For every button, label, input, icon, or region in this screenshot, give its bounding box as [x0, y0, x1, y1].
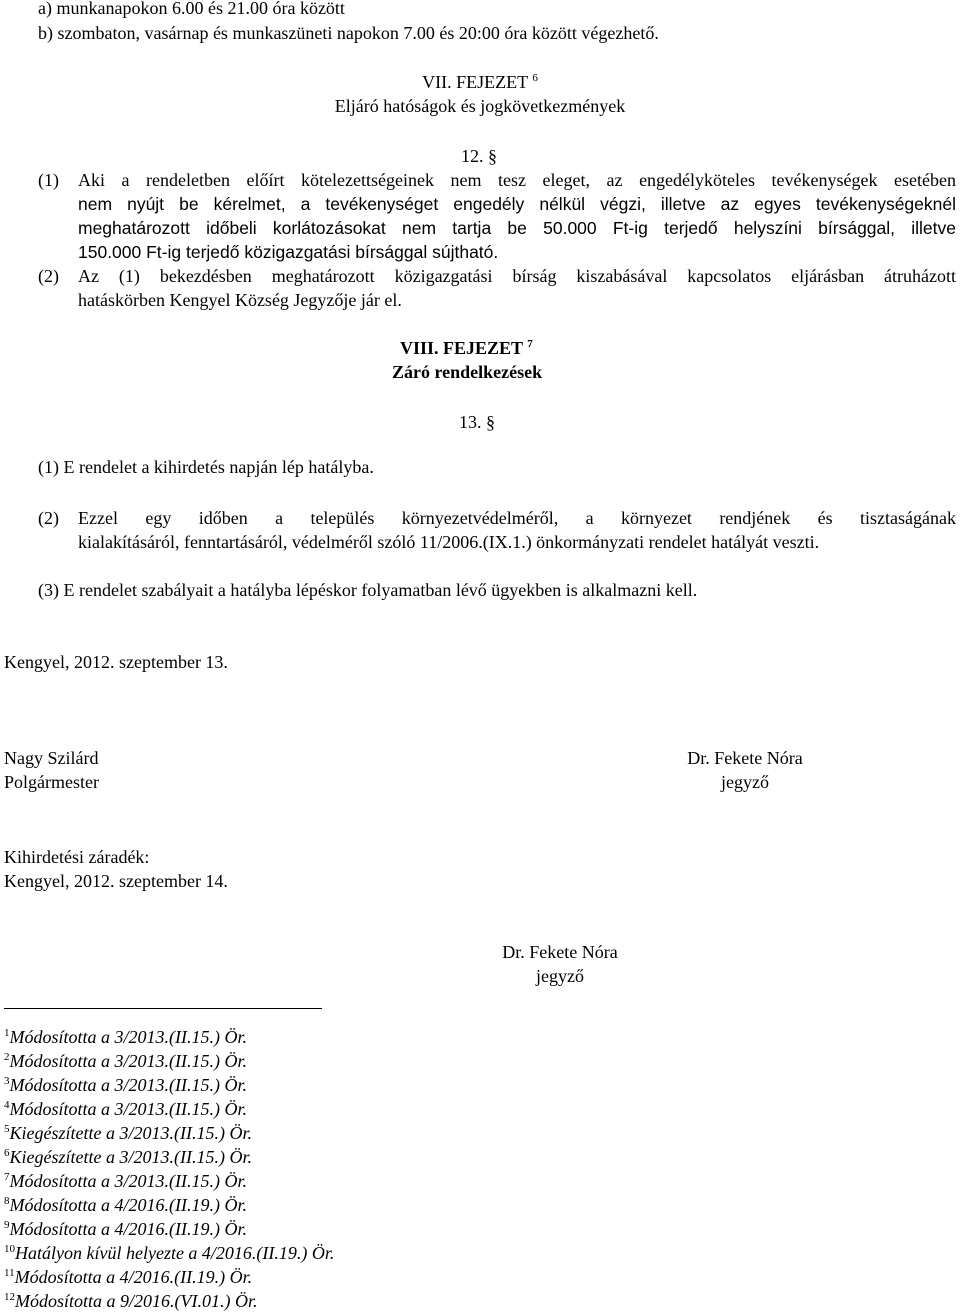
section-12-p2-line: hatáskörben Kengyel Község Jegyzője jár el. — [78, 290, 402, 310]
footnote: $^2$Módosította a 3/2013.(II.15.) Ör. — [4, 1051, 247, 1071]
footnote: $^{12}$Módosította a 9/2016.(VI.01.) Ör. — [4, 1291, 258, 1311]
footnote: $^3$Módosította a 3/2013.(II.15.) Ör. — [4, 1075, 247, 1095]
intro-line-a: a) munkanapokon 6.00 és 21.00 óra között — [38, 0, 345, 18]
footnote: $^7$Módosította a 3/2013.(II.15.) Ör. — [4, 1171, 247, 1191]
footnote: $^{10}$Hatályon kívül helyezte a 4/2016.(II.19.) Ör. — [4, 1243, 335, 1263]
footnote: $^8$Módosította a 4/2016.(II.19.) Ör. — [4, 1195, 247, 1215]
footnote: $^1$Módosította a 3/2013.(II.15.) Ör. — [4, 1027, 247, 1047]
paragraph-symbol: § — [486, 412, 495, 432]
signature-right-title: jegyző — [721, 772, 769, 792]
section-13-p2-line: Ezzel egy időben a település környezetvédelméről, a környezet rendjének és tisztaságának — [78, 508, 956, 528]
announcement-title: jegyző — [536, 966, 584, 986]
section-13-p1: (1) E rendelet a kihirdetés napján lép hatályba. — [38, 457, 374, 477]
chapter-8-heading — [400, 336, 533, 360]
paragraph-symbol: § — [488, 146, 497, 166]
section-12-number: 12. § — [461, 146, 497, 166]
section-12-p2-label: (2) — [38, 266, 59, 286]
signature-right-name: Dr. Fekete Nóra — [687, 748, 803, 768]
section-13-p2 — [78, 506, 956, 554]
section-13-p2-label: (2) — [38, 508, 59, 528]
place-date: Kengyel, 2012. szeptember 13. — [4, 652, 228, 672]
chapter-7-title: VII. FEJEZET — [422, 72, 528, 92]
section-12-p1-line: meghatározott időbeli korlátozásokat nem tartja be 50.000 Ft-ig terjedő helyszíni bírsággal, illetve — [78, 218, 956, 238]
section-12-p2-line: Az (1) bekezdésben meghatározott közigazgatási bírság kiszabásával kapcsolatos eljárásban átruházott — [78, 266, 956, 286]
footnote: $^5$Kiegészítette a 3/2013.(II.15.) Ör. — [4, 1123, 252, 1143]
section-13-number: 13. § — [459, 412, 495, 432]
section-13-p2-line: kialakításáról, fenntartásáról, védelméről szóló 11/2006.(IX.1.) önkormányzati rendelet hatályát veszti. — [78, 532, 820, 552]
chapter-7-subtitle: Eljáró hatóságok és jogkövetkezmények — [334, 96, 626, 116]
section-12-p1-label: (1) — [38, 170, 59, 190]
chapter-7-heading — [0, 70, 960, 94]
section-13-p3: (3) E rendelet szabályait a hatályba lépéskor folyamatban lévő ügyekben is alkalmazni kell. — [38, 580, 698, 600]
section-12-p1-line: 150.000 Ft-ig terjedő közigazgatási bírsággal sújtható. — [78, 242, 499, 262]
intro-line-b: b) szombaton, vasárnap és munkaszüneti napokon 7.00 és 20:00 óra között végezhető. — [38, 23, 659, 43]
chapter-8-title: VIII. FEJEZET — [400, 338, 523, 358]
announcement-label: Kihirdetési záradék: — [4, 847, 150, 867]
section-12-p1-line: nem nyújt be kérelmet, a tevékenységet engedély nélkül végzi, illetve az egyes tevékenységeknél — [78, 194, 956, 214]
footnote-ref-7[interactable]: 7 — [527, 338, 533, 350]
section-12-p1 — [78, 168, 956, 264]
footnote: $^{11}$Módosította a 4/2016.(II.19.) Ör. — [4, 1267, 253, 1287]
section-12-p1-line: Aki a rendeletben előírt kötelezettségeinek nem tesz eleget, az engedélyköteles tevékenységek esetében — [78, 170, 956, 190]
chapter-8-subtitle: Záró rendelkezések — [392, 362, 543, 382]
footnote-separator — [4, 1008, 322, 1009]
section-12-p2 — [78, 264, 956, 312]
footnote-ref-6[interactable]: 6 — [532, 72, 538, 84]
signature-left-name: Nagy Szilárd — [4, 748, 99, 768]
footnote: $^9$Módosította a 4/2016.(II.19.) Ör. — [4, 1219, 247, 1239]
announcement-date: Kengyel, 2012. szeptember 14. — [4, 871, 228, 891]
signature-left-title: Polgármester — [4, 772, 99, 792]
footnote: $^6$Kiegészítette a 3/2013.(II.15.) Ör. — [4, 1147, 252, 1167]
announcement-name: Dr. Fekete Nóra — [502, 942, 618, 962]
footnote: $^4$Módosította a 3/2013.(II.15.) Ör. — [4, 1099, 247, 1119]
